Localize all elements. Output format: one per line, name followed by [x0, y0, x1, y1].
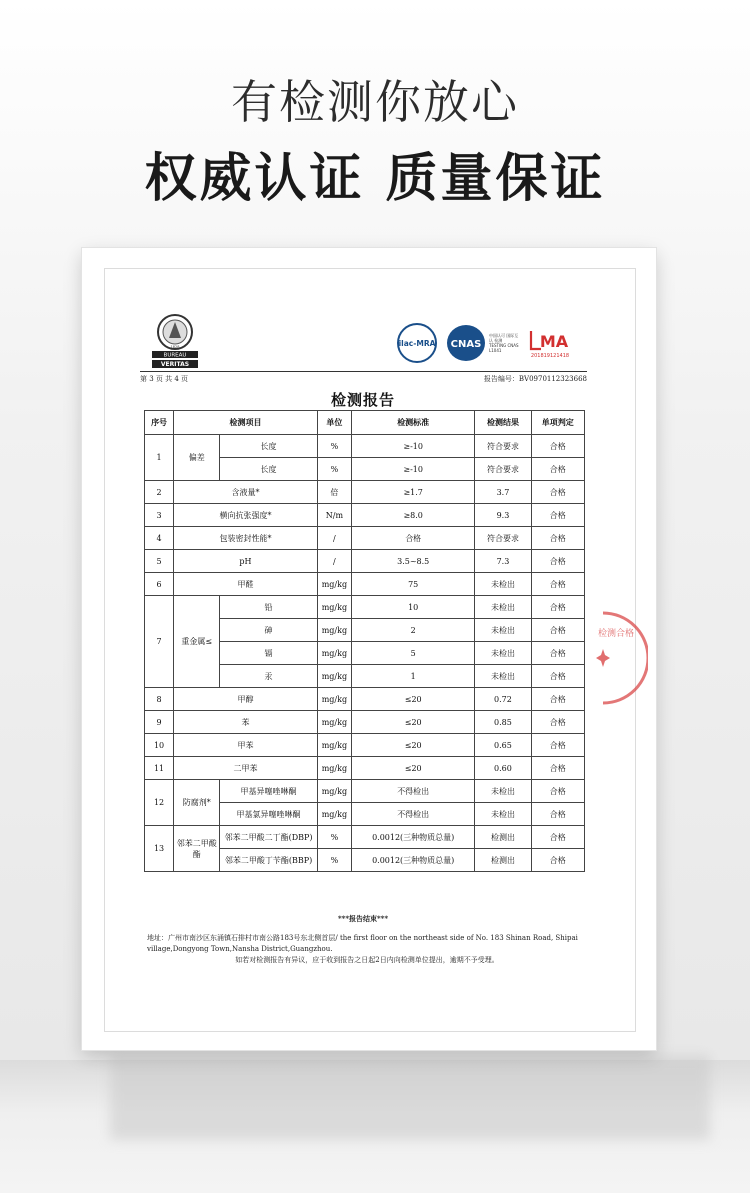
table-row [145, 596, 585, 619]
row-result: 符合要求 [475, 435, 531, 458]
table-row [145, 826, 585, 849]
headline: 有检测你放心 [231, 75, 519, 129]
row-unit: mg/kg [317, 573, 351, 596]
row-verdict: 合格 [531, 642, 584, 665]
row-verdict: 合格 [531, 550, 584, 573]
row-result: 符合要求 [475, 458, 531, 481]
row-standard: ≥8.0 [351, 504, 474, 527]
logo-year: 1828 [170, 345, 180, 349]
table-row [145, 688, 585, 711]
row-standard: 0.0012(三种物质总量) [351, 849, 474, 872]
row-unit: mg/kg [317, 642, 351, 665]
row-item: 二甲苯 [174, 757, 318, 780]
report-title: 检测报告 [330, 391, 395, 409]
row-no: 13 [145, 826, 174, 872]
row-item: 苯 [174, 711, 318, 734]
row-no: 4 [145, 527, 174, 550]
row-unit: / [317, 550, 351, 573]
header-unit: 单位 [317, 411, 351, 435]
row-standard: 10 [351, 596, 474, 619]
logo-text-top: BUREAU [163, 352, 187, 359]
row-item: 邻苯二甲酸二丁酯(DBP) [220, 826, 318, 849]
row-no: 10 [145, 734, 174, 757]
report-number-group [484, 374, 587, 384]
header-verdict: 单项判定 [531, 411, 584, 435]
row-unit: mg/kg [317, 780, 351, 803]
row-no: 11 [145, 757, 174, 780]
cma-logo-icon [527, 327, 573, 353]
row-standard: ≤20 [351, 688, 474, 711]
document-meta-line [140, 371, 587, 384]
header-item: 检测项目 [174, 411, 318, 435]
row-verdict: 合格 [531, 527, 584, 550]
row-no: 1 [145, 435, 174, 481]
row-unit: % [317, 458, 351, 481]
row-unit: mg/kg [317, 757, 351, 780]
row-result: 未检出 [475, 803, 531, 826]
cma-number: 201819121418 [530, 353, 570, 359]
row-group: 偏差 [174, 435, 220, 481]
row-standard: ≥-10 [351, 458, 474, 481]
row-item: 砷 [220, 619, 318, 642]
cma-label: MA [539, 332, 569, 351]
row-group: 重金属≤ [174, 596, 220, 688]
lab-address: 地址：广州市南沙区东涌镇石排村市南公路183号东北侧首层/ the first floor on the northeast side of No. 183 Shinan Road, Shipai village,Dongyong Town,Nansha District,Guangzhou. [147, 934, 578, 953]
row-standard: 1 [351, 665, 474, 688]
row-item: 甲醛 [174, 573, 318, 596]
objection-note: 如若对检测报告有异议，应于收到报告之日起2日内向检测单位提出，逾期不予受理。 [235, 956, 499, 964]
test-report-document [123, 292, 603, 1012]
row-unit: mg/kg [317, 734, 351, 757]
row-item: 甲苯 [174, 734, 318, 757]
report-number: BV0970112323668 [518, 375, 587, 383]
row-no: 8 [145, 688, 174, 711]
row-result: 未检出 [475, 665, 531, 688]
row-result: 未检出 [475, 596, 531, 619]
row-standard: 5 [351, 642, 474, 665]
bureau-veritas-logo-icon [150, 312, 200, 370]
row-result: 0.60 [475, 757, 531, 780]
row-verdict: 合格 [531, 481, 584, 504]
row-no: 5 [145, 550, 174, 573]
row-result: 未检出 [475, 642, 531, 665]
cnas-label: CNAS [450, 339, 482, 350]
row-result: 9.3 [475, 504, 531, 527]
row-item: 铅 [220, 596, 318, 619]
table-row [145, 550, 585, 573]
row-result: 0.65 [475, 734, 531, 757]
row-verdict: 合格 [531, 757, 584, 780]
row-result: 未检出 [475, 573, 531, 596]
row-verdict: 合格 [531, 803, 584, 826]
row-unit: mg/kg [317, 596, 351, 619]
row-result: 3.7 [475, 481, 531, 504]
row-item: 长度 [220, 458, 318, 481]
row-item: 镉 [220, 642, 318, 665]
table-row [145, 734, 585, 757]
row-no: 3 [145, 504, 174, 527]
red-inspection-seal-icon [588, 608, 648, 708]
row-item: 甲醇 [174, 688, 318, 711]
ilac-label: ilac-MRA [398, 339, 436, 348]
row-group: 防腐剂* [174, 780, 220, 826]
table-row [145, 481, 585, 504]
row-unit: mg/kg [317, 688, 351, 711]
row-no: 12 [145, 780, 174, 826]
row-unit: % [317, 435, 351, 458]
row-verdict: 合格 [531, 849, 584, 872]
cnas-subtext: 中国认可 国际互认 检测 TESTING CNAS L1041 [489, 333, 519, 353]
row-no: 6 [145, 573, 174, 596]
row-result: 检测出 [475, 826, 531, 849]
row-item: 汞 [220, 665, 318, 688]
row-verdict: 合格 [531, 573, 584, 596]
row-verdict: 合格 [531, 688, 584, 711]
row-unit: mg/kg [317, 665, 351, 688]
table-row [145, 573, 585, 596]
row-unit: % [317, 849, 351, 872]
row-verdict: 合格 [531, 619, 584, 642]
accreditation-badges [396, 322, 573, 364]
row-result: 检测出 [475, 849, 531, 872]
test-results-table [144, 410, 585, 872]
table-header-row [145, 411, 585, 435]
table-row [145, 757, 585, 780]
row-verdict: 合格 [531, 711, 584, 734]
row-standard: 0.0012(三种物质总量) [351, 826, 474, 849]
row-group: 邻苯二甲酸酯 [174, 826, 220, 872]
row-standard: 合格 [351, 527, 474, 550]
row-unit: / [317, 527, 351, 550]
row-item: pH [174, 550, 318, 573]
ilac-mra-badge-icon [396, 322, 438, 364]
row-verdict: 合格 [531, 734, 584, 757]
row-item: 甲基氯异噻唑啉酮 [220, 803, 318, 826]
cma-badge [527, 327, 573, 359]
table-row [145, 711, 585, 734]
row-result: 0.72 [475, 688, 531, 711]
row-item: 含液量* [174, 481, 318, 504]
cnas-badge [446, 323, 519, 363]
logo-text-bottom: VERITAS [160, 361, 190, 368]
row-result: 符合要求 [475, 527, 531, 550]
row-item: 包装密封性能* [174, 527, 318, 550]
row-standard: ≤20 [351, 757, 474, 780]
table-row [145, 435, 585, 458]
row-unit: mg/kg [317, 803, 351, 826]
row-unit: 倍 [317, 481, 351, 504]
report-number-label: 报告编号： [483, 375, 519, 383]
page-info: 第 3 页 共 4 页 [140, 375, 189, 383]
row-standard: 不得检出 [351, 803, 474, 826]
row-verdict: 合格 [531, 458, 584, 481]
report-end-mark: ***报告结束*** [338, 914, 388, 923]
row-standard: ≥1.7 [351, 481, 474, 504]
row-no: 2 [145, 481, 174, 504]
row-standard: 2 [351, 619, 474, 642]
table-row [145, 780, 585, 803]
header-standard: 检测标准 [351, 411, 474, 435]
row-item: 长度 [220, 435, 318, 458]
row-item: 横向抗张强度* [174, 504, 318, 527]
row-unit: mg/kg [317, 619, 351, 642]
subheadline: 权威认证 质量保证 [144, 149, 606, 209]
row-item: 邻苯二甲酸丁苄酯(BBP) [220, 849, 318, 872]
row-standard: ≤20 [351, 711, 474, 734]
row-verdict: 合格 [531, 596, 584, 619]
row-no: 7 [145, 596, 174, 688]
table-row [145, 504, 585, 527]
row-standard: 75 [351, 573, 474, 596]
row-result: 未检出 [475, 780, 531, 803]
seal-text: 检测合格 [598, 629, 635, 639]
row-no: 9 [145, 711, 174, 734]
row-standard: 不得检出 [351, 780, 474, 803]
header-no: 序号 [145, 411, 174, 435]
row-unit: mg/kg [317, 711, 351, 734]
row-item: 甲基异噻唑啉酮 [220, 780, 318, 803]
row-result: 未检出 [475, 619, 531, 642]
row-unit: N/m [317, 504, 351, 527]
row-verdict: 合格 [531, 665, 584, 688]
row-result: 0.85 [475, 711, 531, 734]
row-result: 7.3 [475, 550, 531, 573]
row-verdict: 合格 [531, 435, 584, 458]
header-result: 检测结果 [475, 411, 531, 435]
row-standard: ≥-10 [351, 435, 474, 458]
row-verdict: 合格 [531, 504, 584, 527]
row-verdict: 合格 [531, 826, 584, 849]
frame-shadow [110, 1055, 710, 1140]
table-row [145, 527, 585, 550]
row-unit: % [317, 826, 351, 849]
row-standard: 3.5~8.5 [351, 550, 474, 573]
row-verdict: 合格 [531, 780, 584, 803]
row-standard: ≤20 [351, 734, 474, 757]
cnas-logo-icon [446, 323, 486, 363]
